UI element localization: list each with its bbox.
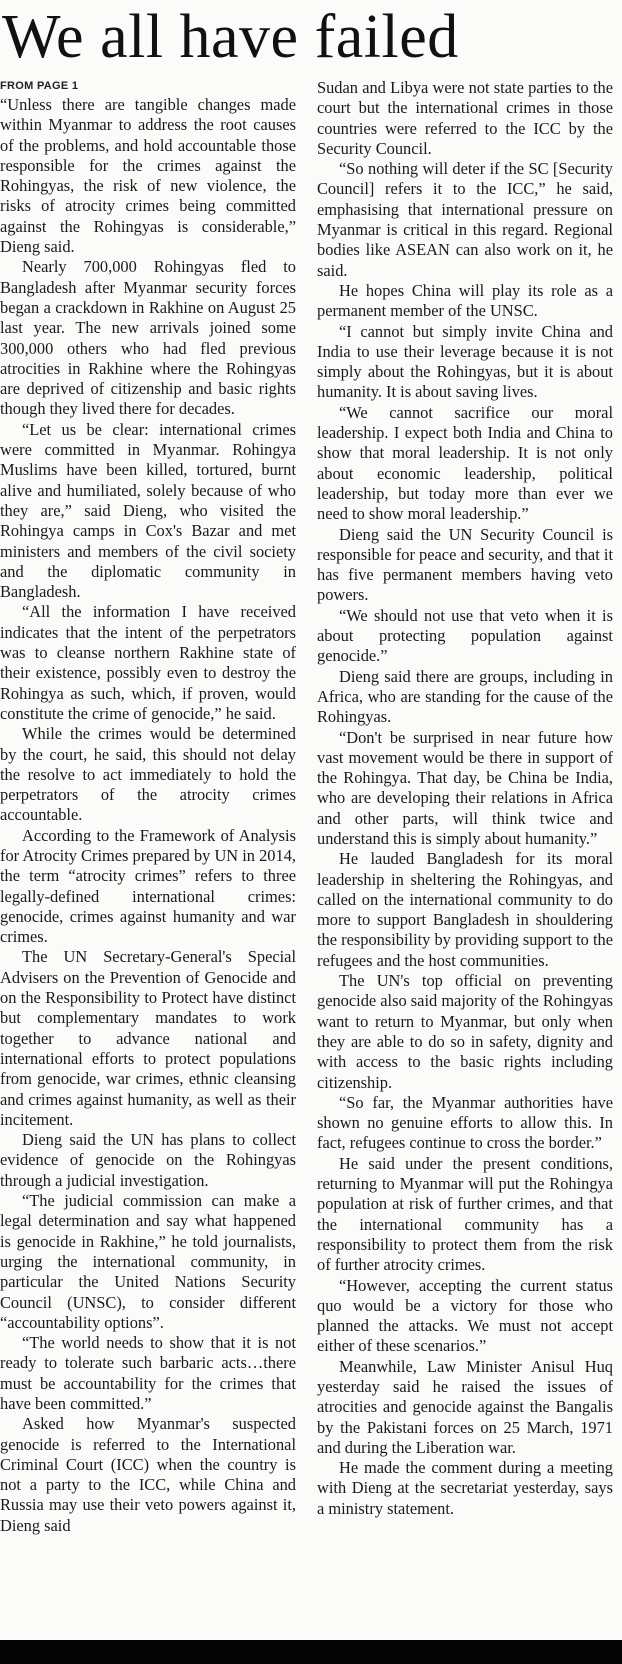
page-bottom-bar bbox=[0, 1640, 622, 1664]
paragraph: “The judicial commission can make a legal determination and say what happened is genocide in Rakhine,” he told journalists, urging the international community, in particular the United Nations Security Council (UNSC), to consider different “accountability options”. bbox=[0, 1191, 296, 1332]
paragraph: “Let us be clear: international crimes were committed in Myanmar. Rohingya Muslims have been killed, tortured, burnt alive and humiliated, solely because of who they are,” said Dieng, who visited the Rohingya camps in Cox's Bazar and met ministers and members of the civil society and the diplomatic community in Bangladesh. bbox=[0, 419, 296, 602]
paragraph: According to the Framework of Analysis for Atrocity Crimes prepared by UN in 2014, the term “atrocity crimes” refers to three legally-defined international crimes: genocide, crimes against humanity and war crimes. bbox=[0, 825, 296, 947]
paragraph: “I cannot but simply invite China and India to use their leverage because it is not simply about the Rohingyas, but it is about humanity. It is about saving lives. bbox=[317, 321, 613, 402]
paragraph: The UN Secretary-General's Special Advisers on the Prevention of Genocide and on the Responsibility to Protect have distinct but complementary mandates to work together to advance national and international efforts to protect populations from genocide, war crimes, ethnic cleansing and crimes against humanity, as well as their incitement. bbox=[0, 947, 296, 1129]
paragraph: While the crimes would be determined by the court, he said, this should not delay the resolve to act immediately to hold the perpetrators of the atrocity crimes accountable. bbox=[0, 724, 296, 825]
paragraph: He said under the present conditions, returning to Myanmar will put the Rohingya population at risk of further crimes, and that the international community has a responsibility to protect them from the risk of further atrocity crimes. bbox=[317, 1153, 613, 1275]
jump-kicker: FROM PAGE 1 bbox=[0, 80, 79, 92]
paragraph: Asked how Myanmar's suspected genocide is referred to the International Criminal Court (ICC) when the country is not a party to the ICC, while China and Russia may use their veto powers against it, Dieng said bbox=[0, 1414, 296, 1535]
paragraph: The UN's top official on preventing genocide also said majority of the Rohingyas want to return to Myanmar, but only when they are able to do so in safety, dignity and with access to the basic rights including citizenship. bbox=[317, 971, 613, 1092]
paragraph: Dieng said the UN has plans to collect evidence of genocide on the Rohingyas through a judicial investigation. bbox=[0, 1130, 296, 1190]
paragraph: “Don't be surprised in near future how vast movement would be there in support of the Rohingya. That day, be China be India, who are developing their relations in Africa and other parts, will think twice and understand this is simply about humanity.” bbox=[317, 727, 613, 848]
article-column-right bbox=[317, 78, 613, 1638]
paragraph: He hopes China will play its role as a permanent member of the UNSC. bbox=[317, 280, 613, 321]
paragraph: “However, accepting the current status quo would be a victory for those who planned the attacks. We must not accept either of these scenarios.” bbox=[317, 1275, 613, 1356]
paragraph: “We cannot sacrifice our moral leadership. I expect both India and China to show that moral leadership. It is not only about economic leadership, political leadership, but today more than ever we need to show moral leadership.” bbox=[317, 402, 613, 524]
paragraph: Meanwhile, Law Minister Anisul Huq yesterday said he raised the issues of atrocities and genocide against the Bangalis by the Pakistani forces on 25 March, 1971 and during the Liberation war. bbox=[317, 1356, 613, 1457]
paragraph: Nearly 700,000 Rohingyas fled to Bangladesh after Myanmar security forces began a crackdown in Rakhine on August 25 last year. The new arrivals joined some 300,000 others who had fled previous atrocities in Rakhine where the Rohingyas are deprived of citizenship and basic rights though they lived there for decades. bbox=[0, 257, 296, 419]
paragraph: “The world needs to show that it is not ready to tolerate such barbaric acts…there must be accountability for the crimes that have been committed.” bbox=[0, 1333, 296, 1413]
paragraph: “So far, the Myanmar authorities have shown no genuine efforts to allow this. In fact, refugees continue to cross the border.” bbox=[317, 1092, 613, 1153]
paragraph: “Unless there are tangible changes made within Myanmar to address the root causes of the problems, and hold accountable those responsible for the crimes against the Rohingyas, the risk of new violence, the risks of atrocity crimes being committed against the Rohingyas is considerable,” Dieng said. bbox=[0, 95, 296, 257]
paragraph: Sudan and Libya were not state parties to the court but the international crimes in those countries were referred to the ICC by the Security Council. bbox=[317, 78, 613, 158]
paragraph: He made the comment during a meeting with Dieng at the secretariat yesterday, says a ministry statement. bbox=[317, 1458, 613, 1518]
paragraph: Dieng said the UN Security Council is responsible for peace and security, and that it has five permanent members having veto powers. bbox=[317, 524, 613, 605]
paragraph: “So nothing will deter if the SC [Security Council] refers it to the ICC,” he said, emphasising that international pressure on Myanmar is critical in this regard. Regional bodies like ASEAN can also work on it, he said. bbox=[317, 159, 613, 280]
article-column-left bbox=[0, 78, 296, 1638]
headline: We all have failed bbox=[2, 3, 459, 71]
paragraph: Dieng said there are groups, including in Africa, who are standing for the cause of the Rohingyas. bbox=[317, 666, 613, 727]
paragraph: “We should not use that veto when it is about protecting population against genocide.” bbox=[317, 605, 613, 666]
paragraph: He lauded Bangladesh for its moral leadership in sheltering the Rohingyas, and called on the international community to do more to support Bangladesh in shouldering the responsibility by providing support to the refugees and the host communities. bbox=[317, 849, 613, 970]
paragraph: “All the information I have received indicates that the intent of the perpetrators was to cleanse northern Rakhine state of their existence, possibly even to destroy the Rohingya as such, which, if proven, would constitute the crime of genocide,” he said. bbox=[0, 602, 296, 723]
